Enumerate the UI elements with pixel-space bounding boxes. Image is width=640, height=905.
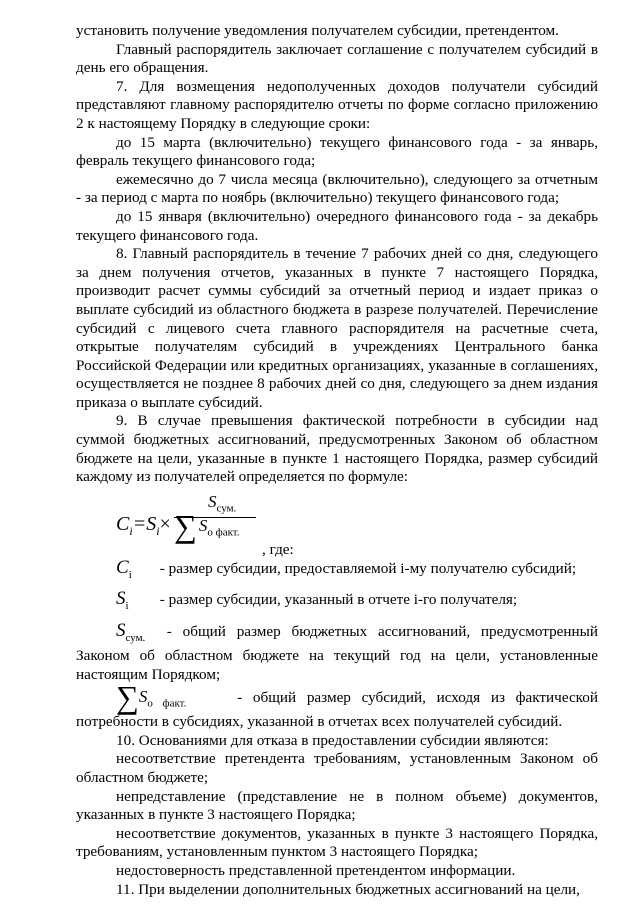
variable-text: общий размер субсидий, исходя из фактической потребности в субсидиях, указанной в отчетах всех получателей субсидий.	[76, 689, 599, 731]
formula-numerator: $S_{сум.}$	[208, 491, 237, 515]
paragraph: 7. Для возмещения недополученных доходов получатели субсидий представляют главному распорядителю отчеты по форме согласно приложению 2 к настоящему Порядку в следующие сроки:	[76, 77, 598, 132]
variable-text: - размер субсидии, предоставляемой i-му получателю субсидий;	[159, 559, 577, 577]
variable-symbol: $S_{сум.}$	[116, 619, 146, 644]
variable-definition	[76, 619, 598, 685]
variable-text: - общий размер бюджетных ассигнований, предусмотренный Законом об областном бюджете на текущий год на цели, установленные настоящим Порядком;	[76, 622, 598, 683]
paragraph: непредставление (представление не в полном объеме) документов, указанных в пункте 3 настоящего Порядка;	[76, 787, 598, 824]
paragraph: до 15 марта (включительно) текущего финансового года - за январь, февраль текущего финансового года;	[76, 133, 598, 170]
variable-definition	[76, 590, 598, 615]
variable-text: - размер субсидии, указанный в отчете i-го получателя;	[159, 591, 518, 609]
document-page	[76, 22, 598, 899]
formula-where: , где:	[262, 540, 294, 558]
variable-definition	[76, 679, 599, 732]
paragraph: 9. В случае превышения фактической потребности в субсидии над суммой бюджетных ассигнований, предусмотренных Законом об областном бюджете на цели, указанные в пункте 1 настоящего Порядка, размер субсидий каждому из получателей определяется по формуле:	[76, 412, 598, 486]
subsidy-formula	[76, 493, 598, 557]
variable-symbol: $\sum S_{о факт.}$	[116, 679, 187, 716]
paragraph: 10. Основаниями для отказа в предоставлении субсидии являются:	[116, 731, 549, 749]
paragraph: недостоверность представленной претендентом информации.	[116, 861, 516, 879]
variable-dash: -	[237, 689, 243, 707]
paragraph: 8. Главный распорядитель в течение 7 рабочих дней со дня, следующего за днем получения отчетов, указанных в пункте 7 настоящего Порядка, производит расчет суммы субсидий за отчетный период и издает приказ о выплате субсидий из областного бюджета в разрезе получателей. Перечисление субсидий с лицевого счета главного распорядителя на расчетные счета, открытые получателям субсидий в учреждениях Центрального банка Российской Федерации или кредитных организациях, указанные в соглашениях, осуществляется не позднее 8 рабочих дней со дня, следующего за днем издания приказа о выплате субсидий.	[76, 245, 598, 411]
formula-lhs: $C_i=S_i\times$	[116, 512, 171, 538]
formula-denominator: ∑ $S_{о факт.}$	[174, 507, 240, 544]
variable-definition	[76, 556, 598, 584]
paragraph: 11. При выделении дополнительных бюджетных ассигнований на цели,	[116, 880, 580, 898]
paragraph: несоответствие документов, указанных в пункте 3 настоящего Порядка, требованиям, установленным пунктом 3 настоящего Порядка;	[76, 824, 598, 861]
paragraph: установить получение уведомления получателем субсидии, претендентом.	[76, 22, 559, 39]
paragraph: ежемесячно до 7 числа месяца (включительно), следующего за отчетным - за период с марта по ноябрь (включительно) текущего финансового года;	[76, 170, 598, 207]
paragraph: несоответствие претендента требованиям, установленным Законом об областном бюджете;	[76, 750, 598, 786]
paragraph: Главный распорядитель заключает соглашение с получателем субсидий в день его обращения.	[76, 40, 598, 77]
variable-symbol: $C_i$	[116, 556, 132, 581]
paragraph: до 15 января (включительно) очередного финансового года - за декабрь текущего финансового года.	[76, 207, 598, 244]
variable-symbol: $S_i$	[116, 588, 129, 613]
